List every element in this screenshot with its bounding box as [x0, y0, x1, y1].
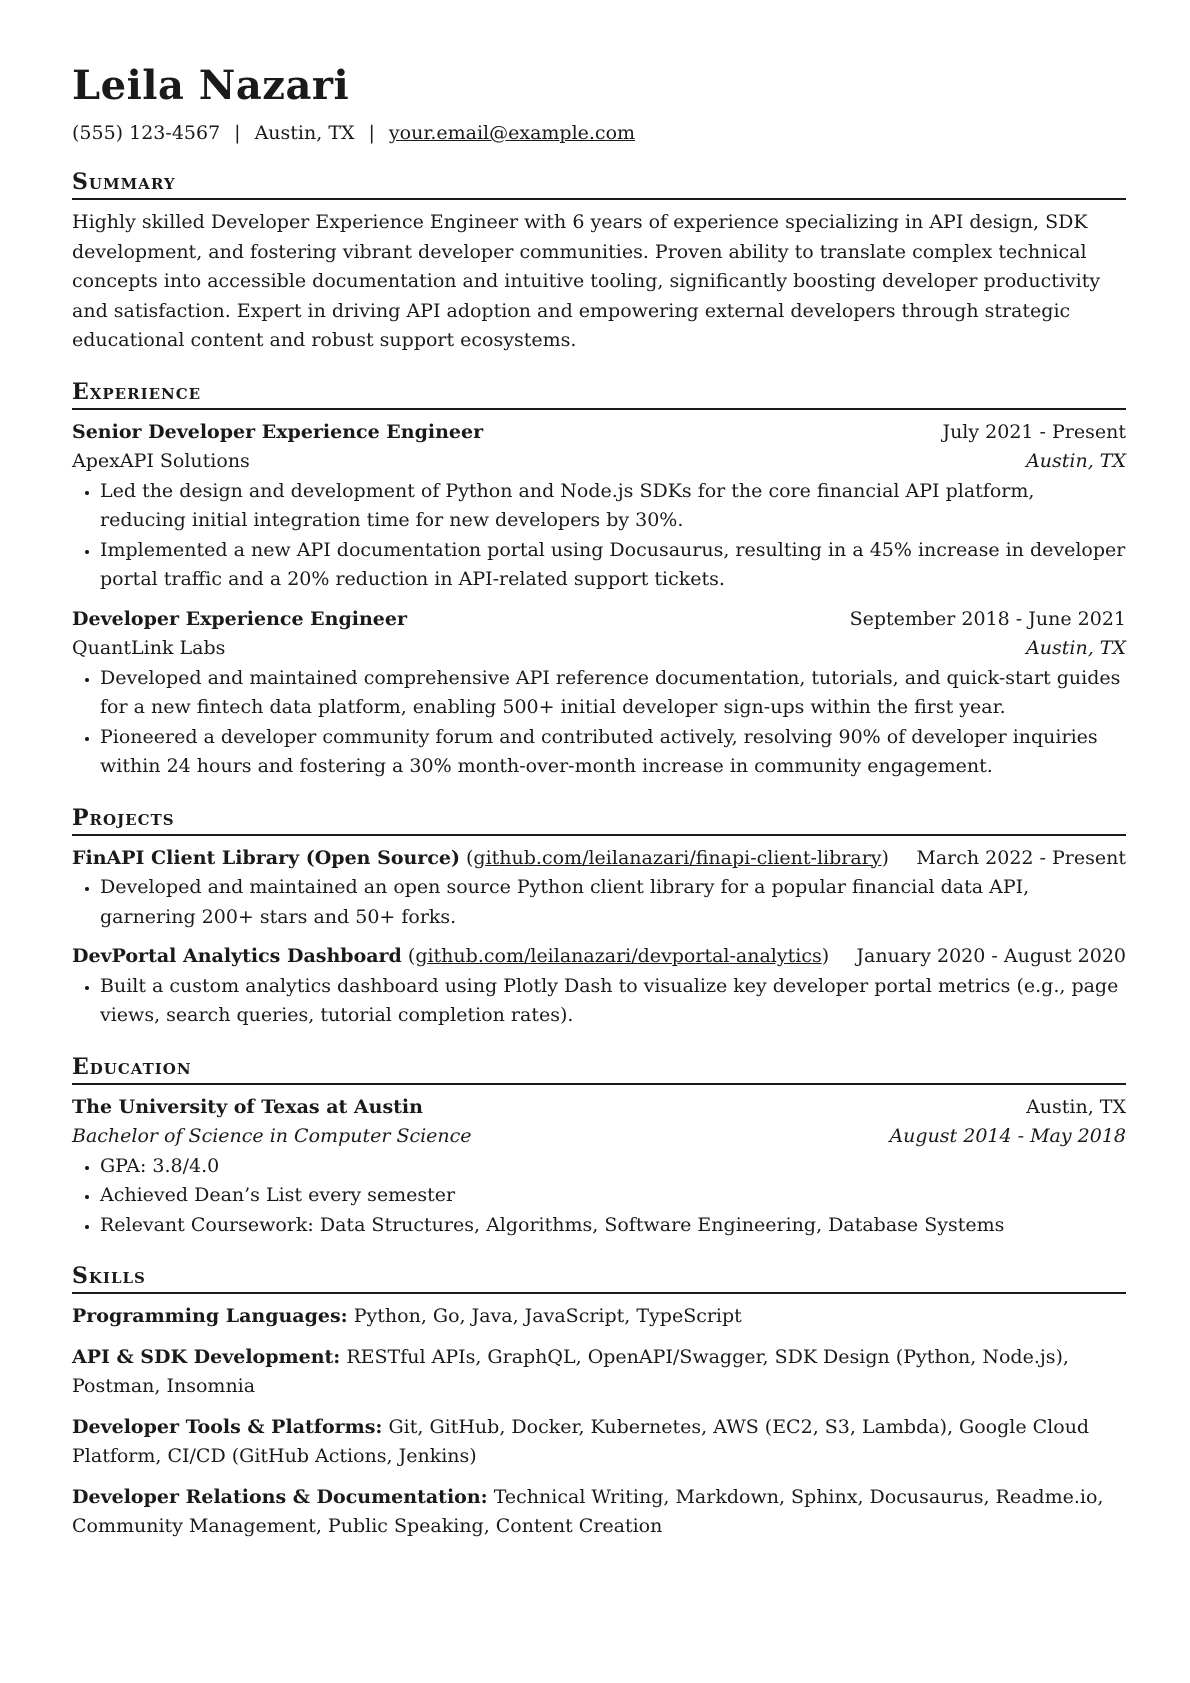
project-entry: DevPortal Analytics Dashboard (github.com/leilanazari/devportal-analytics) January 2020 - August 2020 • Built a custom analytics dashboard using Plotly Dash to visualize key developer portal metrics (e.g., page views, search queries, tutorial completion rates). [72, 942, 1126, 1031]
bullet-item: • Developed and maintained an open source Python client library for a popular financial data API, garnering 200+ stars and 50+ forks. [100, 873, 1126, 932]
separator: | [368, 122, 375, 144]
skill-value: RESTful APIs, GraphQL, OpenAPI/Swagger, SDK Design (Python, Node.js), Postman, Insomnia [72, 1345, 1069, 1397]
job-dates: July 2021 - Present [942, 420, 1126, 443]
education-dates: August 2014 - May 2018 [889, 1125, 1126, 1147]
email-link[interactable]: your.email@example.com [388, 122, 636, 144]
job-bullets [72, 477, 1126, 595]
skill-line [72, 1413, 1126, 1472]
job-dates: September 2018 - June 2021 [849, 607, 1126, 630]
skill-line [72, 1302, 1126, 1332]
school-name: The University of Texas at Austin [72, 1095, 423, 1118]
experience-section [72, 378, 1126, 782]
project-name: FinAPI Client Library (Open Source) [72, 846, 460, 869]
skill-label: Developer Relations & Documentation: [72, 1485, 488, 1508]
education-section [72, 1053, 1126, 1241]
bullet-item: • Achieved Dean’s List every semester [100, 1181, 1126, 1211]
degree: Bachelor of Science in Computer Science [72, 1125, 472, 1147]
bullet-item: • Built a custom analytics dashboard using Plotly Dash to visualize key developer portal metrics (e.g., page views, search queries, tutorial completion rates). [100, 972, 1126, 1031]
bullet-item: • Developed and maintained comprehensive API reference documentation, tutorials, and quick-start guides for a new fintech data platform, enabling 500+ initial developer sign-ups within the first year. [100, 664, 1126, 723]
summary-section [72, 168, 1126, 356]
bullet-item: • Led the design and development of Python and Node.js SDKs for the core financial API platform, reducing initial integration time for new developers by 30%. [100, 477, 1126, 536]
projects-section [72, 804, 1126, 1031]
bullet-item: • Pioneered a developer community forum and contributed actively, resolving 90% of developer inquiries within 24 hours and fostering a 30% month-over-month increase in community engagement. [100, 723, 1126, 782]
job-company: QuantLink Labs [72, 637, 226, 659]
job-bullets [72, 664, 1126, 782]
skill-line [72, 1343, 1126, 1402]
skill-line [72, 1483, 1126, 1542]
phone-number: (555) 123-4567 [72, 122, 221, 144]
job-role: Developer Experience Engineer [72, 607, 407, 630]
project-dates: January 2020 - August 2020 [856, 945, 1126, 967]
section-title-education: Education [72, 1053, 1126, 1085]
job-role: Senior Developer Experience Engineer [72, 420, 484, 443]
skill-label: Programming Languages: [72, 1305, 348, 1327]
bullet-item: • Relevant Coursework: Data Structures, Algorithms, Software Engineering, Database Systems [100, 1211, 1126, 1241]
project-bullets [72, 972, 1126, 1031]
education-bullets [72, 1152, 1126, 1241]
skills-section [72, 1262, 1126, 1542]
education-entry [72, 1093, 1126, 1241]
contact-line [72, 120, 1126, 146]
project-link[interactable]: github.com/leilanazari/devportal-analytics [415, 945, 822, 967]
skill-label: Developer Tools & Platforms: [72, 1415, 383, 1438]
job-location: Austin, TX [1026, 450, 1126, 472]
project-name: DevPortal Analytics Dashboard [72, 945, 402, 967]
candidate-name: Leila Nazari [72, 62, 350, 109]
section-title-skills: Skills [72, 1262, 1126, 1294]
skill-value: Git, GitHub, Docker, Kubernetes, AWS (EC2, S3, Lambda), Google Cloud Platform, CI/CD (GitHub Actions, Jenkins) [72, 1415, 1090, 1467]
skill-value: Technical Writing, Markdown, Sphinx, Docusaurus, Readme.io, Community Management, Public Speaking, Content Creation [72, 1485, 1104, 1537]
job-location: Austin, TX [1026, 637, 1126, 659]
project-entry: FinAPI Client Library (Open Source) (github.com/leilanazari/finapi-client-library) March 2022 - Present • Developed and maintained an open source Python client library for a popular financial data API, garnering 200+ stars and 50+ forks. [72, 844, 1126, 933]
skill-label: API & SDK Development: [72, 1345, 341, 1368]
section-title-experience: Experience [72, 378, 1126, 410]
separator: | [234, 122, 241, 144]
skill-value: Python, Go, Java, JavaScript, TypeScript [353, 1305, 742, 1327]
section-title-summary: Summary [72, 168, 1126, 200]
project-bullets [72, 873, 1126, 932]
bullet-item: • Implemented a new API documentation portal using Docusaurus, resulting in a 45% increase in developer portal traffic and a 20% reduction in API-related support tickets. [100, 536, 1126, 595]
project-dates: March 2022 - Present [916, 846, 1126, 869]
summary-text: Highly skilled Developer Experience Engineer with 6 years of experience specializing in API design, SDK development, and fostering vibrant developer communities. Proven ability to translate complex technical concepts into accessible documentation and intuitive tooling, significantly boosting developer productivity and satisfaction. Expert in driving API adoption and empowering external developers through strategic educational content and robust support ecosystems. [72, 211, 1101, 351]
resume-page [72, 58, 1126, 1553]
job-entry [72, 605, 1126, 782]
location: Austin, TX [254, 122, 355, 144]
school-location: Austin, TX [1026, 1095, 1126, 1118]
bullet-item: • GPA: 3.8/4.0 [100, 1152, 1126, 1182]
project-link[interactable]: github.com/leilanazari/finapi-client-library [473, 846, 882, 869]
section-title-projects: Projects [72, 804, 1126, 836]
job-company: ApexAPI Solutions [72, 450, 250, 472]
job-entry [72, 418, 1126, 595]
